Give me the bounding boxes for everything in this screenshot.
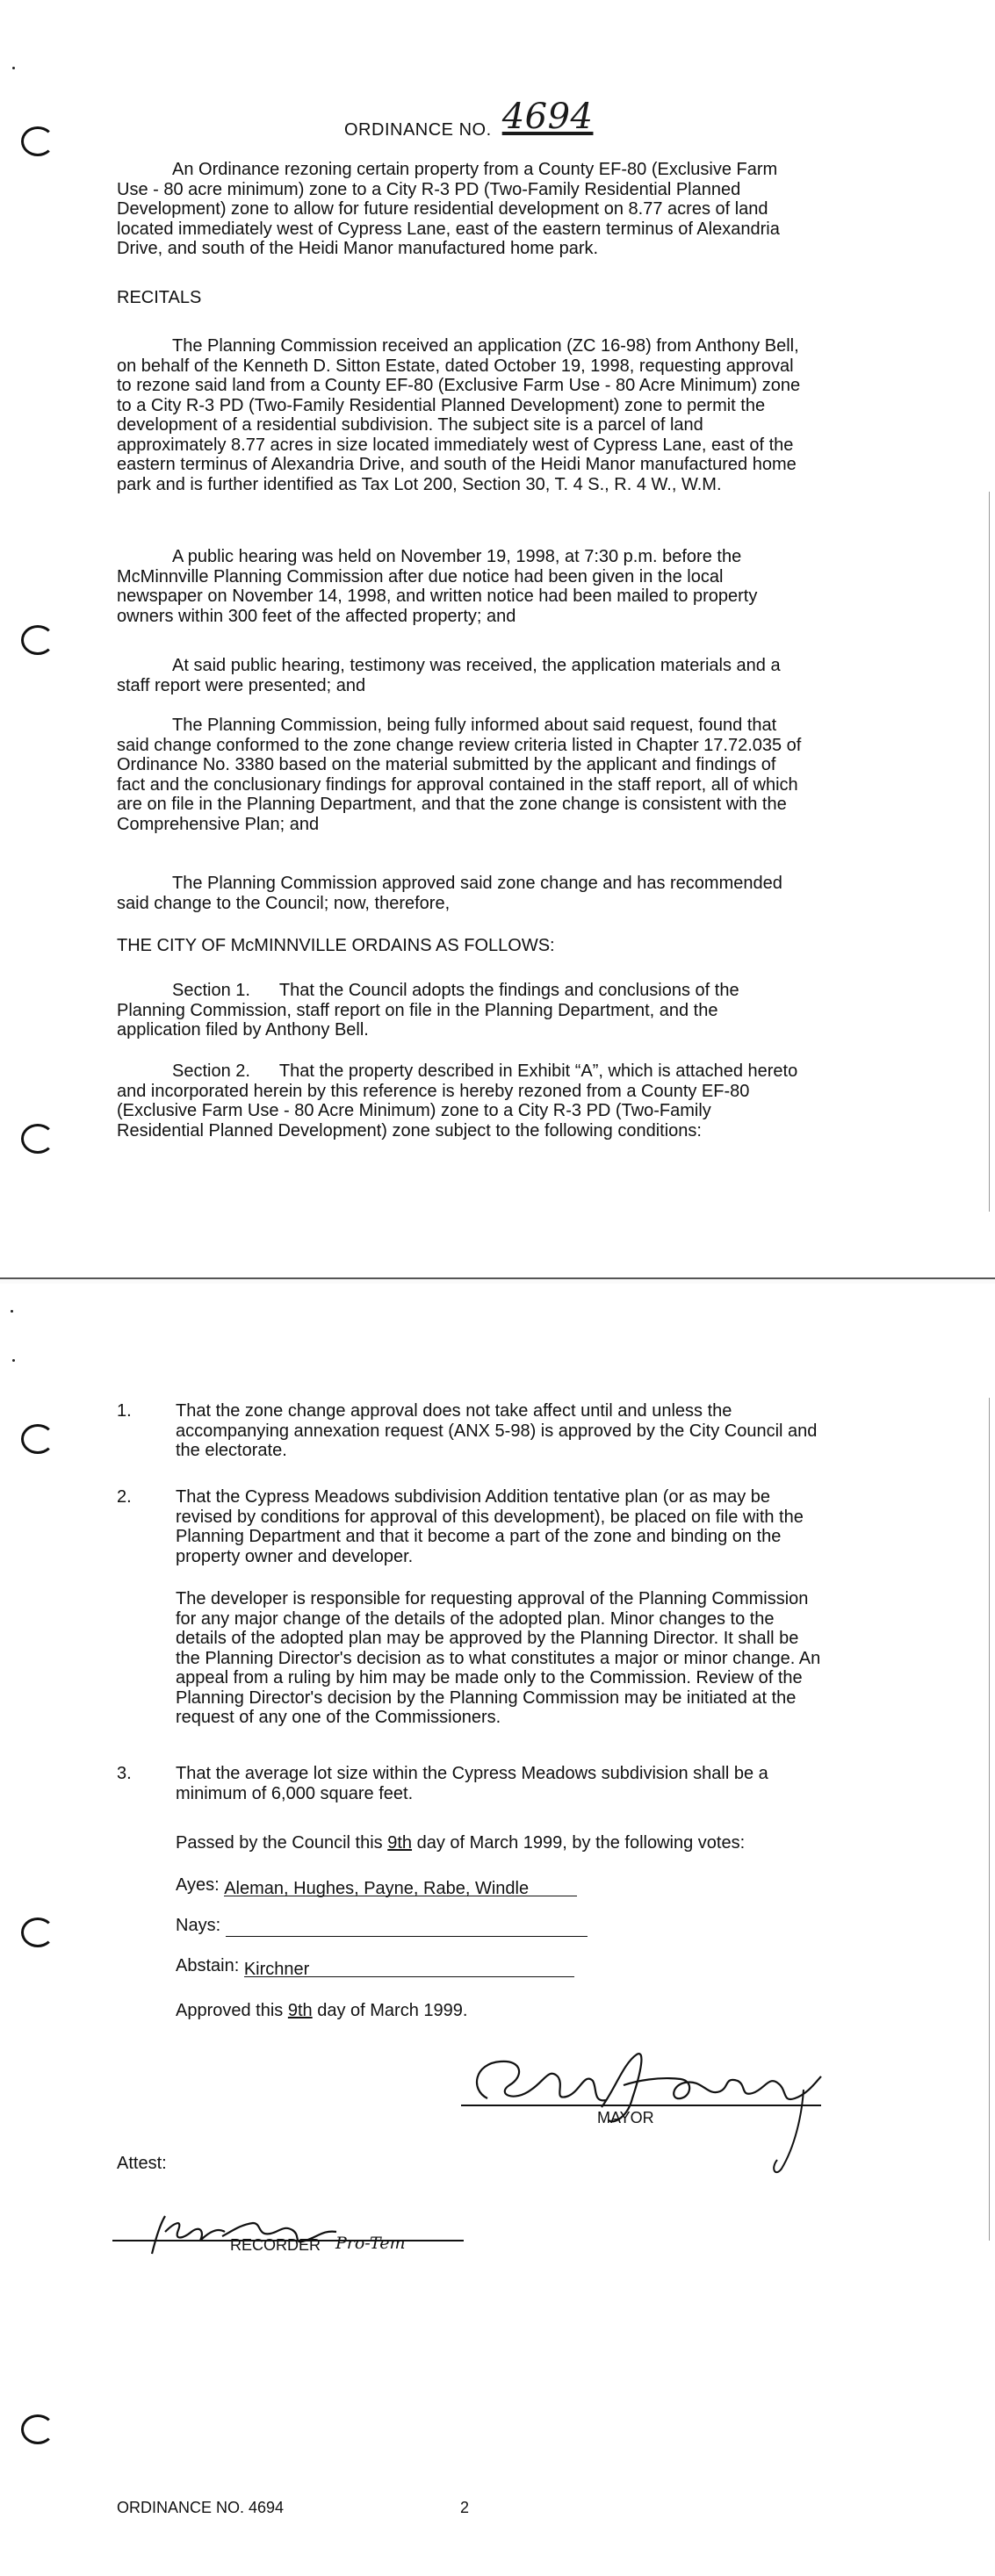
abstain-value — [244, 1959, 574, 1977]
scan-edge-line — [989, 1398, 990, 2241]
mayor-label: MAYOR — [597, 2109, 654, 2126]
section-1-paragraph: Section 1. That the Council adopts the findings and conclusions of the Planning Commission, staff report on file in the Planning Department, and the application filed by Anthony Bell. — [117, 981, 745, 1040]
condition-continuation-text: The developer is responsible for requesting approval of the Planning Commission for any major change of the details of the adopted plan. Minor changes to the details of the adopted plan may be approved by the Planning Director. It shall be the Planning Director's decision as to what constitutes a major or minor change. An appeal from a ruling by him may be made only to the Commission. Review of the Planning Director's decision by the Planning Commission may be initiated at the request of any one of the Commissioners. — [176, 1589, 821, 1727]
ordains-heading: THE CITY OF McMINNVILLE ORDAINS AS FOLLOWS: — [117, 936, 555, 955]
recital-paragraph: A public hearing was held on November 19, 1998, at 7:30 p.m. before the McMinnville Planning Commission after due notice had been given in the local newspaper on November 14, 1998, and written notice had been mailed to property owners within 300 feet of the affected property; and — [117, 547, 758, 626]
handwritten-ordinance-number: 4694 — [501, 97, 594, 137]
punch-hole-icon — [21, 126, 54, 156]
recorder-label: RECORDER — [230, 2236, 321, 2254]
punch-hole-icon — [21, 1918, 54, 1947]
condition-text: That the average lot size within the Cypress Meadows subdivision shall be a minimum of 6,000 square feet. — [176, 1764, 768, 1803]
ordinance-label: ORDINANCE NO. — [344, 120, 492, 140]
scan-speck — [12, 67, 15, 69]
abstain-label: Abstain: — [176, 1956, 244, 1975]
passed-line — [176, 1832, 745, 1854]
approved-line — [176, 2000, 467, 2022]
condition-number: 1. — [117, 1401, 132, 1421]
page-1 — [0, 0, 995, 1277]
abstain-value-text: Kirchner — [243, 1960, 310, 1979]
abstain-line — [176, 1955, 574, 1977]
section-2-paragraph: Section 2. That the property described in Exhibit “A”, which is attached hereto and incorporated herein by this reference is hereby rezoned from a County EF-80 (Exclusive Farm Use - 80 Acre Minimum) zone to a City R-3 PD (Two-Family Residential Planned Development) zone subject to the following conditions: — [117, 1061, 803, 1140]
passed-suffix: day of March 1999, by the following votes: — [412, 1833, 746, 1853]
recital-paragraph: The Planning Commission approved said zone change and has recommended said change to the Council; now, therefore, — [117, 874, 782, 913]
page-number: 2 — [460, 2499, 470, 2516]
punch-hole-icon — [21, 2414, 54, 2444]
nays-label: Nays: — [176, 1916, 226, 1935]
nays-line — [176, 1915, 588, 1937]
condition-text: That the Cypress Meadows subdivision Addition tentative plan (or as may be revised by conditions for approval of this development), be placed on file with the Planning Department and that it become a part of the zone and binding on the property owner and developer. — [176, 1487, 804, 1566]
approved-day: 9th — [287, 2001, 313, 2020]
ayes-line — [176, 1874, 577, 1896]
passed-prefix: Passed by the Council this — [176, 1833, 388, 1853]
condition-number: 2. — [117, 1487, 132, 1507]
approved-suffix: day of March 1999. — [312, 2001, 468, 2020]
ayes-label: Ayes: — [176, 1875, 225, 1895]
punch-hole-icon — [21, 625, 54, 655]
recitals-heading: RECITALS — [117, 288, 202, 307]
recital-paragraph: The Planning Commission, being fully informed about said request, found that said change conformed to the zone change review criteria listed in Chapter 17.72.035 of Ordinance No. 3380 based on the material submitted by the applicant and findings of fact and the conclusionary findings for approval contained in the staff report, all of which are on file in the Planning Department, and that the zone change is consistent with the Comprehensive Plan; and — [117, 716, 802, 834]
page-2 — [0, 1284, 995, 2576]
punch-hole-icon — [21, 1424, 54, 1454]
scan-speck — [11, 1310, 13, 1313]
recital-paragraph: The Planning Commission received an application (ZC 16-98) from Anthony Bell, on behalf of the Kenneth D. Sitton Estate, dated October 19, 1998, requesting approval to rezone said land from a County EF-80 (Exclusive Farm Use - 80 Acre Minimum) zone to a City R-3 PD (Two-Family Residential Planned Development) zone to permit the development of a residential subdivision. The subject site is a parcel of land approximately 8.77 acres in size located immediately west of Cypress Lane, east of the eastern terminus of Alexandria Drive, and south of the Heidi Manor manufactured home park and is further identified as Tax Lot 200, Section 30, T. 4 S., R. 4 W., W.M. — [117, 336, 801, 494]
ayes-value — [224, 1878, 577, 1896]
scan-speck — [12, 1359, 15, 1362]
scan-edge-line — [989, 492, 990, 1212]
recital-paragraph: At said public hearing, testimony was received, the application materials and a staff report were presented; and — [117, 656, 781, 695]
intro-paragraph: An Ordinance rezoning certain property from a County EF-80 (Exclusive Farm Use - 80 acre minimum) zone to a City R-3 PD (Two-Family Residential Planned Development) zone to allow for future residential development on 8.77 acres of land located immediately west of Cypress Lane, east of the eastern terminus of Alexandria Drive, and south of the Heidi Manor manufactured home park. — [117, 160, 780, 258]
nays-value — [226, 1918, 588, 1937]
attest-label: Attest: — [117, 2154, 167, 2173]
punch-hole-icon — [21, 1124, 54, 1154]
approved-prefix: Approved this — [176, 2001, 288, 2020]
ayes-value-text: Aleman, Hughes, Payne, Rabe, Windle — [224, 1879, 530, 1898]
recorder-handwritten-note: Pro-Tem — [335, 2234, 406, 2253]
passed-day: 9th — [387, 1833, 413, 1853]
footer-ordinance-number: ORDINANCE NO. 4694 — [117, 2499, 285, 2516]
ordinance-title — [344, 97, 594, 144]
condition-text: That the zone change approval does not take affect until and unless the accompanying annexation request (ANX 5-98) is approved by the City Council and the electorate. — [176, 1401, 818, 1460]
condition-number: 3. — [117, 1764, 132, 1783]
